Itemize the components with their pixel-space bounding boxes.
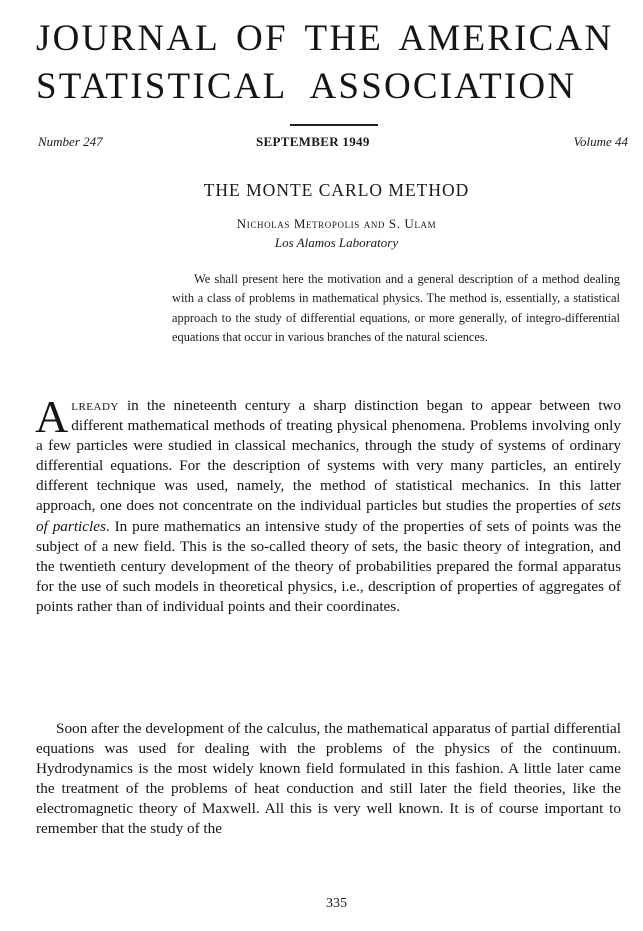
issue-number: Number 247 bbox=[38, 134, 103, 149]
drop-cap: A bbox=[35, 391, 69, 442]
paragraph-1-text-a: in the nineteenth century a sharp distinction began to appear between two different mathematical methods of treating physical phenomena. Problems involving only a few particles were studied in classical mechanics, through the study of systems of ordinary differential equations. For the description of systems with very many particles, an entirely different technique was used, namely, the method of statistical mechanics. In this latter approach, one does not concentrate on the individual particles but studies the properties of bbox=[36, 397, 621, 515]
article-title: THE MONTE CARLO METHOD bbox=[203, 180, 470, 200]
author-affiliation: Los Alamos Laboratory bbox=[274, 235, 399, 250]
body-paragraph-2: Soon after the development of the calculus, the mathematical apparatus of partial differential equations was used for dealing with the problems of the physics of the continuum. Hydrodynamics is the most widely known field formulated in this fashion. A little later came the treatment of the problems of heat conduction and still later the field theories, like the electromagnetic theory of Maxwell. All this is very well known. It is of course important to remember that the study of the bbox=[36, 720, 621, 838]
volume-number: Volume 44 bbox=[573, 134, 628, 149]
lead-in-small-caps: lready bbox=[71, 397, 119, 414]
article-authors: Nicholas Metropolis and S. Ulam bbox=[236, 216, 437, 231]
journal-title-line-1: JOURNAL OF THE AMERICAN bbox=[36, 18, 614, 59]
body-paragraph-1 bbox=[35, 391, 621, 617]
masthead-rule bbox=[290, 124, 378, 126]
paragraph-1-text-b: . In pure mathematics an intensive study of the properties of sets of points was the subject of a new field. This is the so-called theory of sets, the basic theory of integration, and the twentieth century development of the theory of probabilities prepared the formal apparatus for the use of such models in theoretical physics, i.e., description of properties of aggregates of points rather than of individual points and their coordinates. bbox=[36, 517, 621, 615]
emphasized-phrase: sets of particles bbox=[36, 497, 621, 535]
journal-title-line-2: STATISTICAL ASSOCIATION bbox=[36, 66, 577, 107]
page-number: 335 bbox=[326, 896, 347, 911]
issue-info-row bbox=[38, 134, 628, 154]
article-abstract: We shall present here the motivation and a general description of a method dealing with a class of problems in mathematical physics. The method is, essentially, a statistical approach to the study of differential equations, or more generally, of integro-differential equations that occur in various branches of the natural sciences. bbox=[172, 272, 620, 345]
issue-date: SEPTEMBER 1949 bbox=[256, 134, 370, 149]
